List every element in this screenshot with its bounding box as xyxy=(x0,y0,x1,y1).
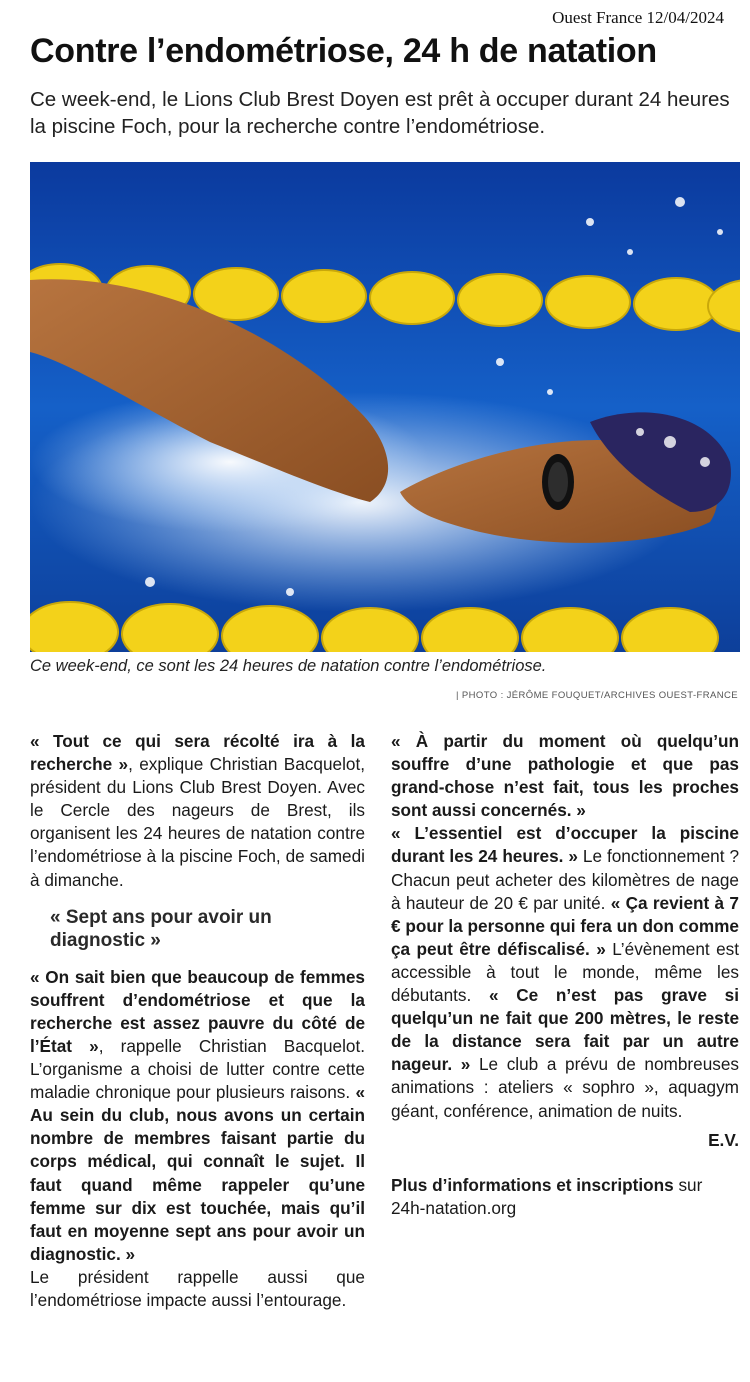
body-text: Le club a prévu de nombreuses animations : ateliers « sophro », aquagym géant, conférence, animation de nuits. xyxy=(391,1054,739,1121)
body-text: , rappelle Christian Bacquelot. L’organisme a choisi de lutter contre cette maladie chronique pour plusieurs raisons. xyxy=(30,1035,366,1103)
quote-text: « On sait bien que beaucoup de femmes souffrent d’endométriose et que la recherche est assez pauvre du côté de l’État » xyxy=(30,966,365,1056)
author-signature: E.V. xyxy=(708,1129,739,1150)
quote-text: « Tout ce qui sera récolté ira à la recherche » xyxy=(30,731,365,775)
article-paragraph xyxy=(391,730,739,822)
body-text: L’évènement est accessible à tout le monde, même les débutants. xyxy=(391,938,740,1006)
article-column-right xyxy=(391,730,739,1220)
article-paragraph xyxy=(391,822,739,1122)
body-text: Le fonctionnement ? Chacun peut acheter des kilomètres de nage à hauteur de 20 € par unité. xyxy=(391,846,740,913)
body-text: , explique Christian Bacquelot, président du Lions Club Brest Doyen. Avec le Cercle des nageurs de Brest, ils organisent les 24 heures de natation contre l’endométriose à la piscine Foch, de samedi à dimanche. xyxy=(30,754,365,890)
quote-text: « Au sein du club, nous avons un certain nombre de membres faisant partie du corps médical, qui connaît le sujet. Il faut quand même rappeler qu’une femme sur dix est touchée, mais qu’il faut en moyenne sept ans pour avoir un diagnostic. » xyxy=(30,1082,365,1264)
article-paragraph xyxy=(30,730,365,892)
article-column-left xyxy=(30,730,365,1312)
headline: Contre l’endométriose, 24 h de natation xyxy=(30,32,657,70)
quote-text: « À partir du moment où quelqu’un souffre d’une pathologie et que pas grand-chose n’est fait, tous les proches sont aussi concernés. » xyxy=(391,731,739,821)
swimmer-photo xyxy=(30,162,740,652)
quote-text: « Ça revient à 7 € pour la personne qui fera un don comme ça peut être défiscalisé. » xyxy=(391,892,739,959)
quote-text: « L’essentiel est d’occuper la piscine durant les 24 heures. » xyxy=(391,823,739,867)
quote-text: « Ce n’est pas grave si quelqu’un ne fait que 200 mètres, le reste de la distance sera fait par un autre nageur. » xyxy=(391,985,739,1075)
lead-paragraph: Ce week-end, le Lions Club Brest Doyen est prêt à occuper durant 24 heures la piscine Foch, pour la recherche contre l’endométriose. xyxy=(30,88,730,138)
body-text: Le président rappelle aussi que l’endométriose impacte aussi l’entourage. xyxy=(30,1266,365,1310)
info-link[interactable]: sur 24h-natation.org xyxy=(391,1174,703,1218)
info-heading: Plus d’informations et inscriptions xyxy=(391,1174,674,1195)
photo-credit: | PHOTO : JÉRÔME FOUQUET/ARCHIVES OUEST-FRANCE xyxy=(456,690,738,701)
subheading: « Sept ans pour avoir un diagnostic » xyxy=(50,906,272,951)
article-paragraph xyxy=(30,966,365,1266)
article-paragraph xyxy=(30,1266,365,1312)
source-stamp: Ouest France 12/04/2024 xyxy=(552,8,724,27)
info-footer xyxy=(391,1174,739,1220)
photo-caption: Ce week-end, ce sont les 24 heures de natation contre l’endométriose. xyxy=(30,657,547,675)
